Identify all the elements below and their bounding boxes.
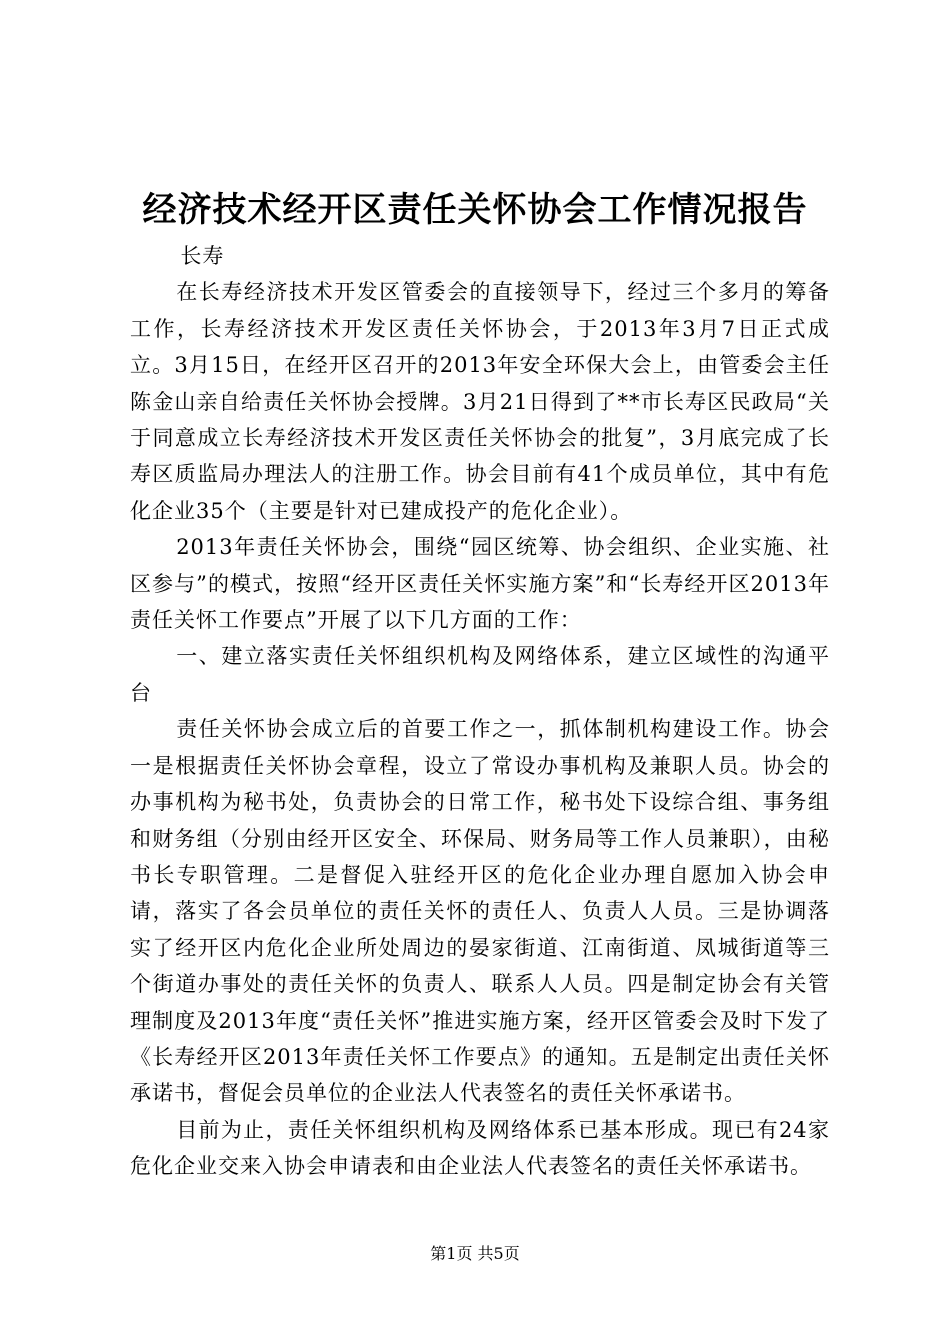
document-body (130, 238, 830, 1185)
page-footer: 第1页 共5页 (430, 1244, 520, 1263)
paragraph-2: 2013年责任关怀协会，围绕“园区统筹、协会组织、企业实施、社区参与”的模式，按照“经开区责任关怀实施方案”和“长寿经开区2013年责任关怀工作要点”开展了以下几方面的工作： (130, 535, 830, 633)
section-heading-1: 一、建立落实责任关怀组织机构及网络体系，建立区域性的沟通平台 (130, 644, 830, 705)
paragraph-4: 目前为止，责任关怀组织机构及网络体系已基本形成。现已有24家危化企业交来入协会申请表和由企业法人代表签名的责任关怀承诺书。 (130, 1117, 830, 1179)
paragraph-1: 在长寿经济技术开发区管委会的直接领导下，经过三个多月的筹备工作，长寿经济技术开发区责任关怀协会，于2013年3月7日正式成立。3月15日，在经开区召开的2013年安全环保大会上，由管委会主任陈金山亲自给责任关怀协会授牌。3月21日得到了**市长寿区民政局“关于同意成立长寿经济技术开发区责任关怀协会的批复”，3月底完成了长寿区质监局办理法人的注册工作。协会目前有41个成员单位，其中有危化企业35个（主要是针对已建成投产的危化企业）。 (130, 280, 830, 523)
document-title: 经济技术经开区责任关怀协会工作情况报告 (142, 190, 808, 230)
paragraph-3: 责任关怀协会成立后的首要工作之一，抓体制机构建设工作。协会一是根据责任关怀协会章程，设立了常设办事机构及兼职人员。协会的办事机构为秘书处，负责协会的日常工作，秘书处下设综合组、事务组和财务组（分别由经开区安全、环保局、财务局等工作人员兼职），由秘书长专职管理。二是督促入驻经开区的危化企业办理自愿加入协会申请，落实了各会员单位的责任关怀的责任人、负责人人员。三是协调落实了经开区内危化企业所处周边的晏家街道、江南街道、凤城街道等三个街道办事处的责任关怀的负责人、联系人人员。四是制定协会有关管理制度及2013年度“责任关怀”推进实施方案，经开区管委会及时下发了《长寿经开区2013年责任关怀工作要点》的通知。五是制定出责任关怀承诺书，督促会员单位的企业法人代表签名的责任关怀承诺书。 (130, 717, 830, 1106)
author-line: 长寿 (180, 244, 225, 268)
